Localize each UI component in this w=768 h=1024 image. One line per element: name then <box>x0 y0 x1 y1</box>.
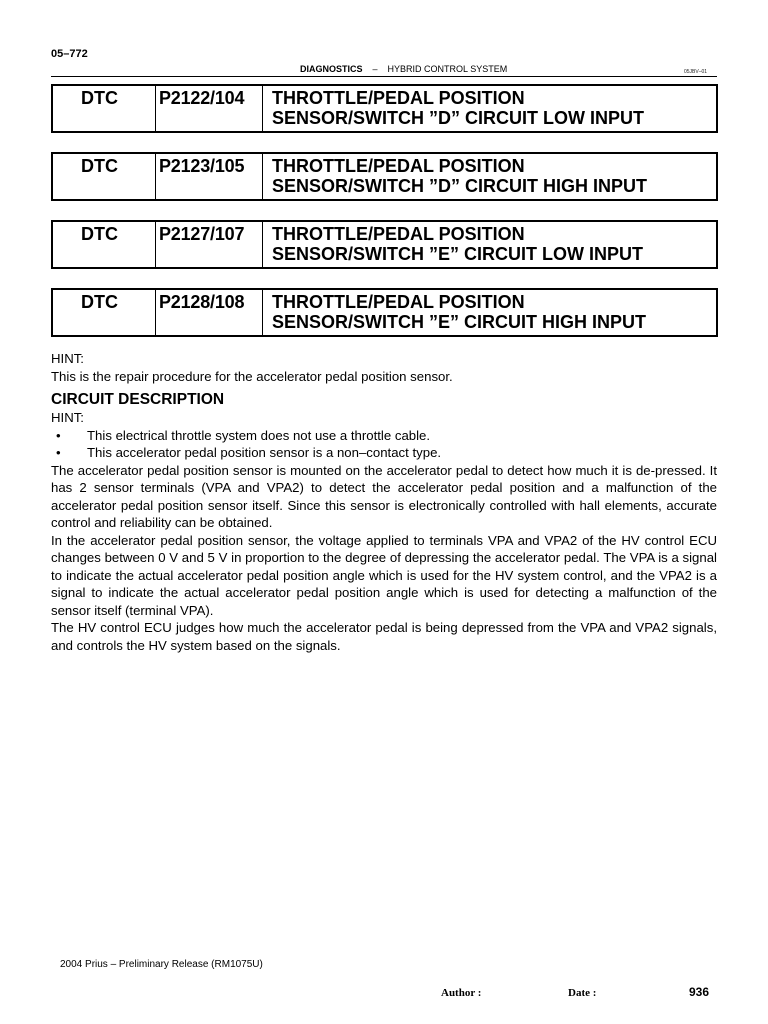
section-name: DIAGNOSTICS <box>300 64 363 74</box>
system-name: HYBRID CONTROL SYSTEM <box>387 64 508 74</box>
dtc-title-line2: SENSOR/SWITCH ”D” CIRCUIT HIGH INPUT <box>272 176 648 196</box>
dtc-title-line2: SENSOR/SWITCH ”E” CIRCUIT HIGH INPUT <box>272 312 647 332</box>
dtc-code: P2128/108 <box>156 290 263 335</box>
hint-label: HINT: <box>51 410 84 425</box>
dtc-label: DTC <box>53 222 156 267</box>
bullet-item <box>51 427 717 445</box>
dtc-title-line1: THROTTLE/PEDAL POSITION <box>272 156 525 176</box>
dtc-title <box>263 222 716 267</box>
dtc-title <box>263 86 716 131</box>
section-heading: CIRCUIT DESCRIPTION <box>51 391 225 408</box>
dtc-title-line1: THROTTLE/PEDAL POSITION <box>272 292 525 312</box>
dtc-title <box>263 154 716 199</box>
header-rule <box>51 76 717 77</box>
bullet-icon: • <box>56 427 61 443</box>
doc-code: 05JBV–01 <box>684 69 708 75</box>
hint-label: HINT: <box>51 351 84 366</box>
dtc-box <box>51 84 718 133</box>
running-header <box>300 64 507 74</box>
dtc-label: DTC <box>53 86 156 131</box>
dtc-title-line1: THROTTLE/PEDAL POSITION <box>272 224 525 244</box>
dtc-code: P2123/105 <box>156 154 263 199</box>
footer-author-label: Author : <box>441 987 482 999</box>
footer-release: 2004 Prius – Preliminary Release (RM1075U) <box>60 959 263 970</box>
dtc-title-line2: SENSOR/SWITCH ”E” CIRCUIT LOW INPUT <box>272 244 643 264</box>
dtc-title <box>263 290 716 335</box>
dtc-box <box>51 220 718 269</box>
bullet-item <box>51 444 717 462</box>
dtc-title-line2: SENSOR/SWITCH ”D” CIRCUIT LOW INPUT <box>272 108 644 128</box>
page-number: 05–772 <box>51 48 88 60</box>
body-text <box>51 350 717 654</box>
bullet-icon: • <box>56 445 61 460</box>
paragraph: In the accelerator pedal position sensor, the voltage applied to terminals VPA and VPA2 of the HV control ECU changes between 0 V and 5 V in proportion to the degree of depressing the accelerator pedal. The VPA is a signal to indicate the actual accelerator pedal position angle which is used for the HV system control, and the VPA2 is a signal to indicate the actual accelerator pedal position angle which is used for detecting a malfunction of the sensor itself (terminal VPA). <box>51 532 717 618</box>
dtc-box <box>51 288 718 337</box>
bullet-text: This electrical throttle system does not use a throttle cable. <box>87 427 431 443</box>
paragraph: The accelerator pedal position sensor is mounted on the accelerator pedal to detect how much it is de-pressed. It has 2 sensor terminals (VPA and VPA2) to detect the accelerator pedal position and a malfunction of the accelerator pedal position sensor itself. Since this sensor is electronically controlled with hall elements, accurate control and reliability can be obtained. <box>51 462 717 530</box>
footer-date-label: Date : <box>568 987 597 999</box>
dtc-label: DTC <box>53 290 156 335</box>
hint-text: This is the repair procedure for the accelerator pedal position sensor. <box>51 368 453 384</box>
footer-page-number: 936 <box>689 985 710 999</box>
header-separator: – <box>372 64 378 74</box>
bullet-text: This accelerator pedal position sensor is a non–contact type. <box>87 445 442 460</box>
dtc-code: P2127/107 <box>156 222 263 267</box>
dtc-box <box>51 152 718 201</box>
dtc-label: DTC <box>53 154 156 199</box>
dtc-code: P2122/104 <box>156 86 263 131</box>
paragraph: The HV control ECU judges how much the accelerator pedal is being depressed from the VPA and VPA2 signals, and controls the HV system based on the signals. <box>51 620 717 653</box>
dtc-title-line1: THROTTLE/PEDAL POSITION <box>272 88 525 108</box>
